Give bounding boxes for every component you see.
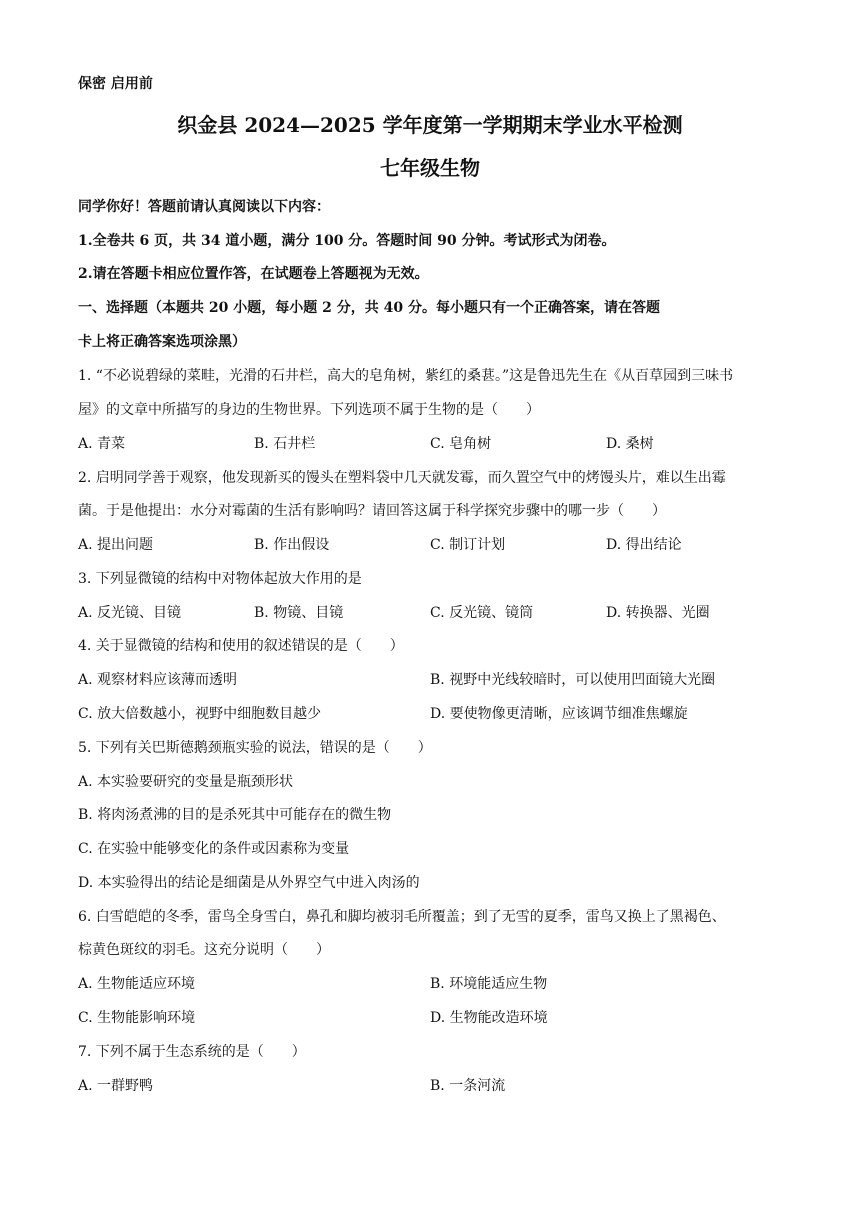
q4-option-c: C. 放大倍数越小，视野中细胞数目越少 [78, 706, 322, 722]
exam-title: 织金县 2024—2025 学年度第一学期期末学业水平检测 [177, 113, 683, 137]
q3-option-b: B. 物镜、目镜 [254, 605, 344, 621]
q7-option-b: B. 一条河流 [430, 1078, 506, 1094]
q2-option-c: C. 制订计划 [430, 537, 506, 553]
q4-option-d: D. 要使物像更清晰，应该调节细准焦螺旋 [430, 706, 688, 722]
question-2-line-2: 菌。于是他提出：水分对霉菌的生活有影响吗？请回答这属于科学探究步骤中的哪一步（ ） [78, 503, 666, 519]
q6-option-b: B. 环境能适应生物 [430, 976, 548, 992]
q6-option-c: C. 生物能影响环境 [78, 1010, 196, 1026]
q2-option-a: A. 提出问题 [78, 537, 154, 553]
q5-option-a: A. 本实验要研究的变量是瓶颈形状 [78, 774, 294, 790]
exam-subtitle: 七年级生物 [380, 156, 480, 180]
q5-option-c: C. 在实验中能够变化的条件或因素称为变量 [78, 841, 350, 857]
q4-option-b: B. 视野中光线较暗时，可以使用凹面镜大光圈 [430, 672, 716, 688]
q2-option-d: D. 得出结论 [606, 537, 682, 553]
q1-option-b: B. 石井栏 [254, 436, 316, 452]
instructions-intro: 同学你好！答题前请认真阅读以下内容： [78, 199, 330, 215]
question-6-line-2: 棕黄色斑纹的羽毛。这充分说明（ ） [78, 942, 330, 958]
q1-option-d: D. 桑树 [606, 436, 654, 452]
q6-option-a: A. 生物能适应环境 [78, 976, 196, 992]
question-6-line-1: 6. 白雪皑皑的冬季，雷鸟全身雪白，鼻孔和脚均被羽毛所覆盖；到了无雪的夏季，雷鸟又换上了黑褐色、 [78, 909, 726, 925]
q7-option-a: A. 一群野鸭 [78, 1078, 154, 1094]
question-5-line-1: 5. 下列有关巴斯德鹅颈瓶实验的说法，错误的是（ ） [78, 740, 432, 756]
q3-option-a: A. 反光镜、目镜 [78, 605, 182, 621]
confidential-label: 保密 启用前 [78, 76, 153, 92]
q4-option-a: A. 观察材料应该薄而透明 [78, 672, 238, 688]
q5-option-d: D. 本实验得出的结论是细菌是从外界空气中进入肉汤的 [78, 875, 420, 891]
section-heading: 一、选择题（本题共 20 小题，每小题 2 分，共 40 分。每小题只有一个正确答案，请在答题 [78, 300, 660, 316]
question-3-line-1: 3. 下列显微镜的结构中对物体起放大作用的是 [78, 571, 362, 587]
section-heading-cont: 卡上将正确答案选项涂黑） [78, 334, 246, 350]
q1-option-a: A. 青菜 [78, 436, 126, 452]
q3-option-d: D. 转换器、光圈 [606, 605, 710, 621]
q3-option-c: C. 反光镜、镜筒 [430, 605, 534, 621]
q1-option-c: C. 皂角树 [430, 436, 492, 452]
question-1-line-1: 1. “不必说碧绿的菜畦，光滑的石井栏，高大的皂角树，紫红的桑葚。”这是鲁迅先生在《从百草园到三味书 [78, 368, 734, 384]
instruction-item-1: 1.全卷共 6 页，共 34 道小题，满分 100 分。答题时间 90 分钟。考试形式为闭卷。 [78, 233, 616, 249]
question-2-line-1: 2. 启明同学善于观察，他发现新买的馒头在塑料袋中几天就发霉，而久置空气中的烤馒头片，难以生出霉 [78, 470, 726, 486]
q5-option-b: B. 将肉汤煮沸的目的是杀死其中可能存在的微生物 [78, 807, 392, 823]
question-1-line-2: 屋》的文章中所描写的身边的生物世界。下列选项不属于生物的是（ ） [78, 402, 540, 418]
q2-option-b: B. 作出假设 [254, 537, 330, 553]
question-4-line-1: 4. 关于显微镜的结构和使用的叙述错误的是（ ） [78, 638, 404, 654]
q6-option-d: D. 生物能改造环境 [430, 1010, 548, 1026]
instruction-item-2: 2.请在答题卡相应位置作答，在试题卷上答题视为无效。 [78, 266, 429, 282]
question-7-line-1: 7. 下列不属于生态系统的是（ ） [78, 1044, 306, 1060]
